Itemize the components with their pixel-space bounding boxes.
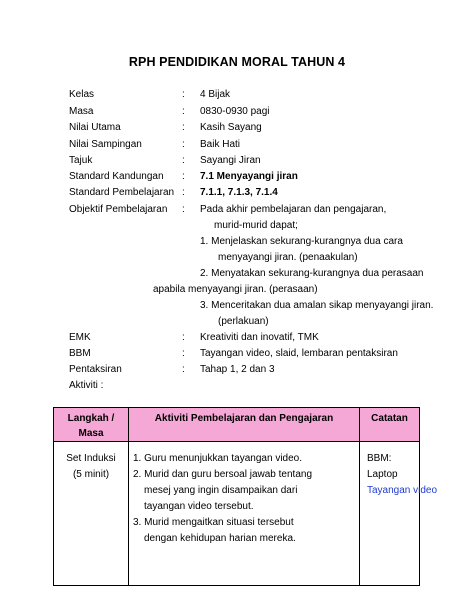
table-row xyxy=(54,442,420,586)
detail-value: 4 Bijak xyxy=(200,89,231,100)
detail-colon: : xyxy=(182,204,185,215)
header-langkah-masa xyxy=(54,408,129,442)
detail-colon: : xyxy=(182,187,185,198)
objektif-item-1: 1. Menjelaskan sekurang-kurangnya dua cara xyxy=(200,236,403,247)
detail-label: EMK xyxy=(69,332,91,343)
detail-value: 0830-0930 pagi xyxy=(200,106,270,117)
activity-table xyxy=(53,407,438,586)
header-aktiviti xyxy=(129,408,360,442)
header-langkah: Langkah / xyxy=(67,413,115,424)
detail-value: Sayangi Jiran xyxy=(200,155,261,166)
detail-colon: : xyxy=(182,106,185,117)
cell-catatan xyxy=(360,442,438,586)
catatan-line: BBM: xyxy=(367,453,392,464)
activity-line: dengan kehidupan harian mereka. xyxy=(144,533,296,544)
objektif-item-3-cont: (perlakuan) xyxy=(218,316,269,327)
detail-colon: : xyxy=(182,122,185,133)
detail-label: Masa xyxy=(69,106,94,117)
detail-label: Kelas xyxy=(69,89,95,100)
detail-label: Objektif Pembelajaran xyxy=(69,204,168,215)
catatan-line: Laptop xyxy=(367,469,398,480)
activity-line: mesej yang ingin disampaikan dari xyxy=(144,485,298,496)
detail-colon: : xyxy=(182,348,185,359)
detail-value: Tayangan video, slaid, lembaran pentaksiran xyxy=(200,348,398,359)
detail-colon: : xyxy=(182,139,185,150)
activity-line: tayangan video tersebut. xyxy=(144,501,254,512)
langkah-time: (5 minit) xyxy=(72,469,110,480)
detail-label: Nilai Utama xyxy=(69,122,121,133)
detail-label: BBM xyxy=(69,348,91,359)
objektif-item-2-cont: apabila menyayangi jiran. (perasaan) xyxy=(153,284,318,295)
detail-label: Standard Kandungan xyxy=(69,171,164,182)
detail-label: Nilai Sampingan xyxy=(69,139,142,150)
activity-line: 1. Guru menunjukkan tayangan video. xyxy=(133,453,302,464)
detail-colon: : xyxy=(182,89,185,100)
detail-value: Kreativiti dan inovatif, TMK xyxy=(200,332,319,343)
detail-value: 7.1 Menyayangi jiran xyxy=(200,171,298,182)
catatan-link[interactable]: Tayangan video xyxy=(367,485,438,496)
objektif-item-2: 2. Menyatakan sekurang-kurangnya dua perasaan xyxy=(200,268,424,279)
detail-value: Tahap 1, 2 dan 3 xyxy=(200,364,275,375)
cell-aktiviti xyxy=(129,442,360,586)
objektif-item-1-cont: menyayangi jiran. (penaakulan) xyxy=(218,252,358,263)
detail-label: Pentaksiran xyxy=(69,364,122,375)
page-title: RPH PENDIDIKAN MORAL TAHUN 4 xyxy=(128,55,346,69)
header-catatan-label: Catatan xyxy=(371,413,408,424)
detail-value: 7.1.1, 7.1.3, 7.1.4 xyxy=(200,187,278,198)
detail-colon: : xyxy=(182,155,185,166)
table-header-row xyxy=(54,408,420,442)
header-catatan xyxy=(360,408,420,442)
detail-colon: : xyxy=(182,171,185,182)
detail-colon: : xyxy=(182,364,185,375)
activity-line: 2. Murid dan guru bersoal jawab tentang xyxy=(133,469,313,480)
objektif-intro-2: murid-murid dapat; xyxy=(214,220,298,231)
cell-langkah xyxy=(54,442,129,586)
aktiviti-label: Aktiviti : xyxy=(69,380,104,391)
objektif-item-3: 3. Menceritakan dua amalan sikap menyayangi jiran. xyxy=(200,300,434,311)
activity-line: 3. Murid mengaitkan situasi tersebut xyxy=(133,517,294,528)
detail-value: Baik Hati xyxy=(200,139,241,150)
header-masa: Masa xyxy=(78,428,104,439)
header-aktiviti-label: Aktiviti Pembelajaran dan Pengajaran xyxy=(154,413,334,424)
detail-label: Tajuk xyxy=(69,155,93,166)
objektif-intro-1: Pada akhir pembelajaran dan pengajaran, xyxy=(200,204,387,215)
detail-label: Standard Pembelajaran xyxy=(69,187,175,198)
detail-value: Kasih Sayang xyxy=(200,122,262,133)
langkah-name: Set Induksi xyxy=(66,453,116,464)
detail-colon: : xyxy=(182,332,185,343)
